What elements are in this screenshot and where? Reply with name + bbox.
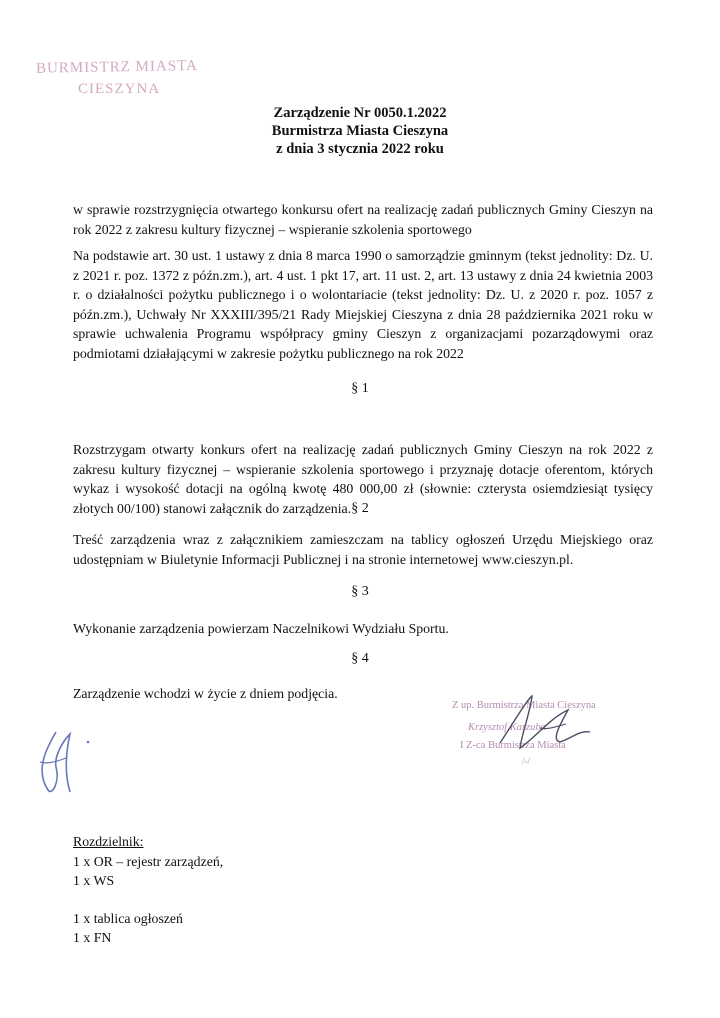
section-text-2: Treść zarządzenia wraz z załącznikiem zamieszczam na tablicy ogłoszeń Urzędu Miejskiego oraz udostępniam w Biuletynie Informacji Publicznej i na stronie internetowej www.cieszyn.pl. bbox=[73, 532, 653, 567]
section-mark-2: § 2 bbox=[351, 501, 369, 516]
distribution-item: 1 x FN bbox=[73, 930, 112, 945]
legal-basis-paragraph: Na podstawie art. 30 ust. 1 ustawy z dnia 8 marca 1990 o samorządzie gminnym (tekst jednolity: Dz. U. z 2021 r. poz. 1372 z późn.zm.), art. 4 ust. 1 pkt 17, art. 11 ust. 2, art. 13 ustawy z dnia 24 kwietnia 2003 r. o działalności pożytku publicznego i o wolontariacie (tekst jednolity: Dz. U. z 2020 r. poz. 1057 z późn.zm.), Uchwały Nr XXXIII/395/21 Rady Miejskiej Cieszyna z dnia 28 października 2021 roku w sprawie uchwalenia Programu współpracy gminy Cieszyn z organizacjami pozarządowymi oraz podmiotami działającymi w zakresie pożytku publicznego na rok 2022 bbox=[73, 248, 653, 361]
section-mark-3: § 3 bbox=[351, 584, 369, 599]
signature-stamp-line3: I Z-ca Burmistrza Miasta bbox=[460, 740, 566, 751]
mayor-stamp bbox=[36, 56, 236, 100]
section-text-3: Wykonanie zarządzenia powierzam Naczelnikowi Wydziału Sportu. bbox=[73, 621, 449, 636]
section-text-4: Zarządzenie wchodzi w życie z dniem podjęcia. bbox=[73, 686, 338, 701]
section-text-1: Rozstrzygam otwarty konkurs ofert na realizację zadań publicznych Gminy Cieszyn na rok 2022 z zakresu kultury fizycznej – wspieranie szkolenia sportowego i przyznaję dotacje oferentom, których wykaz i wysokość dotacji na ogólną kwotę 480 000,00 zł (słownie: czterysta osiemdziesiąt tysięcy złotych 00/100) stanowi załącznik do zarządzenia. bbox=[73, 442, 653, 516]
distribution-item: 1 x OR – rejestr zarządzeń, bbox=[73, 853, 224, 869]
issuer: Burmistrza Miasta Cieszyna bbox=[271, 123, 449, 139]
signature-stamp-line2: Krzysztof Kaszuba bbox=[468, 722, 546, 733]
subject-paragraph: w sprawie rozstrzygnięcia otwartego konkursu ofert na realizację zadań publicznych Gminy Cieszyn na rok 2022 z zakresu kultury fizycznej – wspieranie szkolenia sportowego bbox=[73, 202, 653, 237]
mayor-stamp-line1: BURMISTRZ MIASTA bbox=[35, 57, 199, 77]
distribution-list bbox=[73, 832, 223, 948]
signature-stamp-line4: /-/ bbox=[522, 756, 530, 766]
signature-stamp-line1: Z up. Burmistrza Miasta Cieszyna bbox=[452, 700, 596, 711]
document-heading bbox=[0, 104, 720, 158]
distribution-item: 1 x WS bbox=[73, 873, 115, 888]
ordinance-number: Zarządzenie Nr 0050.1.2022 bbox=[273, 105, 447, 121]
issue-date: z dnia 3 stycznia 2022 roku bbox=[276, 141, 444, 157]
section-mark-1: § 1 bbox=[351, 381, 369, 396]
initials-signature bbox=[26, 712, 116, 802]
distribution-item: 1 x tablica ogłoszeń bbox=[73, 910, 183, 926]
section-mark-4: § 4 bbox=[351, 651, 369, 666]
mayor-stamp-line2: CIESZYNA bbox=[78, 81, 161, 97]
official-signature-stamp bbox=[440, 688, 650, 778]
distribution-title: Rozdzielnik: bbox=[73, 834, 144, 849]
handwritten-signature bbox=[440, 688, 650, 778]
